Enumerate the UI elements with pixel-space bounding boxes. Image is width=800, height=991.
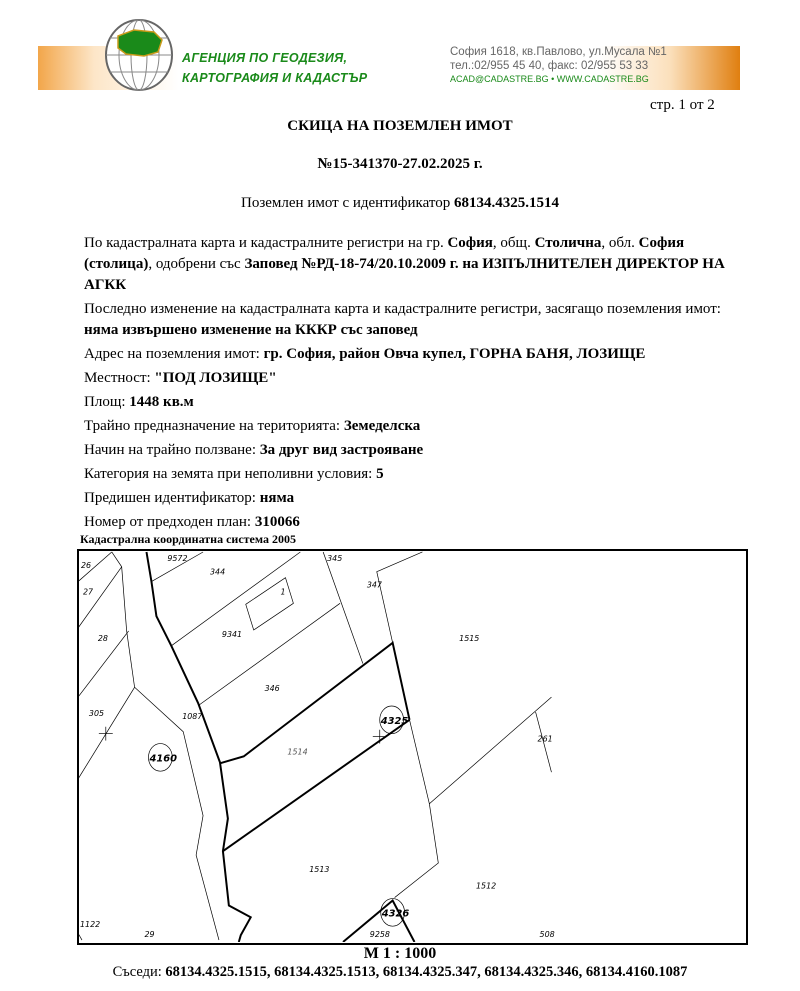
parcel-label: 508 — [539, 930, 555, 940]
parcel-labels — [80, 554, 555, 939]
agency-phone: тел.:02/955 45 40, факс: 02/955 53 33 — [450, 59, 649, 72]
field-value: 1448 кв.м — [129, 394, 194, 410]
parcel-label: 1515 — [459, 633, 480, 643]
field-label: Предишен идентификатор: — [84, 490, 260, 506]
cadastral-map-approval — [84, 233, 744, 296]
field-usage — [84, 440, 744, 461]
field-label: Местност: — [84, 370, 155, 386]
field-category — [84, 464, 744, 485]
identifier-value: 68134.4325.1514 — [453, 195, 559, 211]
field-value: няма — [259, 490, 295, 506]
page-number: стр. 1 от 2 — [650, 97, 715, 113]
agency-name — [182, 48, 367, 88]
approval-order: Заповед №РД-18-74/20.10.2009 г. на ИЗПЪЛНИТЕЛЕН ДИРЕКТОР НА АГКК — [84, 256, 725, 293]
map-drawing — [79, 551, 745, 942]
parcel-label: 26 — [80, 560, 92, 570]
last-change — [84, 299, 744, 341]
parcel-label: 28 — [97, 633, 108, 643]
identifier-label: Поземлен имот с идентификатор — [241, 195, 454, 211]
parcel-label: 344 — [210, 567, 226, 577]
field-value: "ПОД ЛОЗИЩЕ" — [154, 370, 277, 386]
field-value: Земеделска — [343, 418, 421, 434]
text: Последно изменение на кадастралната карта и кадастралните регистри, засягащо поземления имот: — [84, 301, 721, 317]
field-label: Площ: — [84, 394, 130, 410]
parcel-label: 1512 — [476, 881, 497, 891]
cadastral-map — [77, 549, 748, 945]
identifier-line — [0, 195, 800, 212]
field-label: Трайно предназначение на територията: — [84, 418, 344, 434]
document-number: №15-341370-27.02.2025 г. — [317, 156, 483, 172]
field-label: Адрес на поземления имот: — [84, 346, 264, 362]
field-purpose — [84, 416, 744, 437]
neighbors-line — [0, 964, 800, 981]
region: София (столица) — [84, 235, 685, 272]
agency-name-line2: КАРТОГРАФИЯ И КАДАСТЪР — [182, 71, 368, 85]
document-title: СКИЦА НА ПОЗЕМЛЕН ИМОТ — [287, 118, 513, 134]
agency-address: София 1618, кв.Павлово, ул.Мусала №1 — [450, 46, 667, 58]
district-circles — [148, 706, 404, 926]
property-details — [84, 233, 744, 536]
neighbors-list: 68134.4325.1515, 68134.4325.1513, 68134.4325.347, 68134.4325.346, 68134.4160.1087 — [165, 964, 688, 980]
text: По кадастралната карта и кадастралните регистри на гр. — [84, 235, 448, 251]
parcel-label: 9572 — [167, 553, 188, 563]
last-change-value: няма извършено изменение на КККР със заповед — [84, 322, 418, 338]
parcel-label: 1122 — [79, 920, 101, 930]
parcel-label: 1513 — [309, 864, 330, 874]
map-scale: М 1 : 1000 — [363, 945, 437, 962]
field-previous-plan — [84, 512, 744, 533]
city: София — [447, 235, 493, 251]
parcel-label: 9258 — [369, 930, 390, 940]
district-label: 4160 — [149, 753, 178, 765]
text: , обл. — [601, 235, 639, 251]
field-value: 5 — [376, 466, 384, 482]
field-locality — [84, 368, 744, 389]
text: , одобрени със — [148, 256, 245, 272]
coordinate-system-label: Кадастрална координатна система 2005 — [80, 532, 296, 546]
parcel-label: 345 — [327, 553, 343, 563]
parcel-label: 1087 — [182, 711, 203, 721]
parcel-label: 261 — [537, 734, 553, 744]
parcel-label: 346 — [264, 684, 280, 694]
field-label: Начин на трайно ползване: — [84, 442, 260, 458]
field-value: 310066 — [254, 514, 300, 530]
district-label: 4325 — [380, 715, 409, 727]
agency-contacts — [450, 46, 667, 87]
field-value: гр. София, район Овча купел, ГОРНА БАНЯ, ЛОЗИЩЕ — [263, 346, 646, 362]
parcel-label-selected: 1514 — [287, 747, 308, 757]
neighbors-label: Съседи: — [112, 964, 166, 980]
field-value: За друг вид застрояване — [259, 442, 424, 458]
field-previous-id — [84, 488, 744, 509]
municipality: Столична — [534, 235, 602, 251]
district-label: 4326 — [381, 908, 410, 920]
field-label: Категория на земята при неполивни условия: — [84, 466, 377, 482]
agency-web[interactable]: ACAD@CADASTRE.BG • WWW.CADASTRE.BG — [450, 74, 649, 84]
parcel-label: 1 — [280, 587, 286, 597]
field-label: Номер от предходен план: — [84, 514, 255, 530]
text: , общ. — [492, 235, 535, 251]
field-area — [84, 392, 744, 413]
field-address — [84, 344, 744, 365]
parcel-label: 29 — [144, 930, 155, 940]
agency-logo-globe-icon — [104, 18, 174, 92]
parcel-label: 9341 — [221, 629, 243, 639]
parcel-label: 347 — [366, 580, 382, 590]
parcel-label: 305 — [88, 708, 105, 718]
parcel-label: 27 — [82, 587, 94, 597]
agency-name-line1: АГЕНЦИЯ ПО ГЕОДЕЗИЯ, — [182, 51, 348, 65]
